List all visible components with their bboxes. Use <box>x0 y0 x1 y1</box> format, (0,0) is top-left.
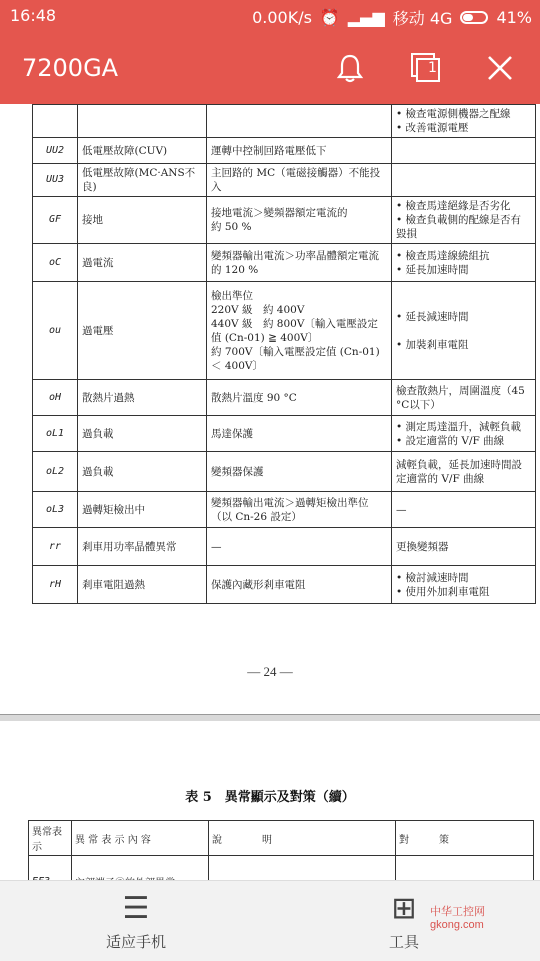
name-cell: 過轉矩檢出中 <box>78 492 207 528</box>
name-cell: 低電壓故障(CUV) <box>78 138 207 164</box>
desc-cell: 馬達保護 <box>207 416 392 452</box>
table-row <box>33 197 536 244</box>
desc-cell: 接地電流＞變頻器額定電流的 約 50 % <box>207 197 392 244</box>
name-cell: 剎車用功率晶體異常 <box>78 528 207 566</box>
tabs-icon <box>409 51 443 85</box>
action-cell: • 檢查馬達線繞組抗 • 延長加速時間 <box>392 244 536 282</box>
code-cell <box>33 105 78 138</box>
action-cell: • 檢查電源側機器之配線 • 改善電源電壓 <box>392 105 536 138</box>
carrier-label: 移动 4G <box>392 9 453 28</box>
action-cell: 減輕負載，延長加速時間設定適當的 V/F 曲線 <box>392 452 536 492</box>
desc-cell: 主回路的 MC（電磁接觸器）不能投入 <box>207 164 392 197</box>
action-cell <box>392 138 536 164</box>
fit-phone-button[interactable] <box>76 893 196 952</box>
code-cell: oL1 <box>33 416 78 452</box>
table-row <box>33 528 536 566</box>
tab-count: 1 <box>428 60 437 76</box>
header-cell: 說 明 <box>209 821 396 856</box>
desc-cell: 變頻器輸出電流＞過轉矩檢出準位（以 Cn-26 設定） <box>207 492 392 528</box>
desc-cell: — <box>207 528 392 566</box>
name-cell: 過負載 <box>78 416 207 452</box>
code-cell: oC <box>33 244 78 282</box>
alarm-icon: ⏰ <box>319 8 340 27</box>
bell-icon[interactable] <box>330 48 370 88</box>
status-bar <box>0 0 540 32</box>
table-row <box>33 452 536 492</box>
action-cell: 檢查散熱片，周圍溫度（45 °C以下） <box>392 380 536 416</box>
action-cell <box>392 164 536 197</box>
desc-cell <box>207 105 392 138</box>
name-cell: 剎車電阻過熱 <box>78 566 207 604</box>
table-row <box>33 164 536 197</box>
table-row <box>33 380 536 416</box>
page-separator <box>0 714 540 721</box>
name-cell: 過電壓 <box>78 282 207 380</box>
code-cell: oH <box>33 380 78 416</box>
action-cell: — <box>392 492 536 528</box>
table-row <box>33 138 536 164</box>
status-time: 16:48 <box>10 6 57 25</box>
header-cell: 對 策 <box>396 821 534 856</box>
app-bar <box>0 32 540 104</box>
table-row <box>33 105 536 138</box>
battery-percent: 41% <box>496 8 532 27</box>
code-cell: UU3 <box>33 164 78 197</box>
page-number: — 24 — <box>247 664 293 679</box>
name-cell <box>78 105 207 138</box>
desc-cell: 變頻器保護 <box>207 452 392 492</box>
action-cell: 更換變頻器 <box>392 528 536 566</box>
error-table <box>32 104 536 604</box>
tools-icon: ⊞ <box>391 891 417 926</box>
name-cell: 低電壓故障(MC·ANS不良) <box>78 164 207 197</box>
status-right <box>252 6 532 29</box>
desc-cell: 變頻器輸出電流＞功率晶體額定電流的 120 % <box>207 244 392 282</box>
table-row <box>33 566 536 604</box>
close-icon[interactable] <box>480 48 520 88</box>
desc-cell: 散熱片溫度 90 °C <box>207 380 392 416</box>
app-title: 7200GA <box>22 54 119 82</box>
bottom-bar <box>0 880 540 961</box>
table-row <box>33 416 536 452</box>
action-cell: • 檢討減速時間 • 使用外加剎車電阻 <box>392 566 536 604</box>
document-icon: ☰ <box>122 891 150 926</box>
table-row <box>33 244 536 282</box>
table-header-row <box>29 821 534 856</box>
document-viewer[interactable] <box>0 104 540 880</box>
code-cell: rr <box>33 528 78 566</box>
desc-cell: 運轉中控制回路電壓低下 <box>207 138 392 164</box>
tools-label: 工具 <box>388 933 419 951</box>
watermark-text: 中华工控网 gkong.com <box>430 906 485 931</box>
header-cell: 異 常 表 示 內 容 <box>72 821 209 856</box>
action-cell: • 延長減速時間 • 加裝剎車電阻 <box>392 282 536 380</box>
desc-cell: 保護內藏形剎車電阻 <box>207 566 392 604</box>
code-cell: oL3 <box>33 492 78 528</box>
fit-phone-label: 适应手机 <box>105 933 166 951</box>
code-cell: GF <box>33 197 78 244</box>
table-title: 表 5 異常顯示及對策（續） <box>185 790 355 805</box>
table-row <box>33 492 536 528</box>
name-cell: 接地 <box>78 197 207 244</box>
name-cell: 過負載 <box>78 452 207 492</box>
desc-cell: 檢出準位 220V 級 約 400V 440V 級 約 800V〔輸入電壓設定值 (Cn-01) ≧ 400V〕 約 700V〔輸入電壓設定值 (Cn-01) ＜ 400V〕 <box>207 282 392 380</box>
name-cell: 過電流 <box>78 244 207 282</box>
code-cell: ou <box>33 282 78 380</box>
battery-icon <box>460 11 488 24</box>
network-speed: 0.00K/s <box>252 8 312 27</box>
signal-icon: ▂▄▆ <box>347 8 385 27</box>
code-cell: UU2 <box>33 138 78 164</box>
code-cell: rH <box>33 566 78 604</box>
action-cell: • 檢查馬達絕緣是否劣化 • 檢查負載側的配線是否有毀損 <box>392 197 536 244</box>
tabs-button[interactable] <box>406 48 446 88</box>
code-cell: oL2 <box>33 452 78 492</box>
name-cell: 散熱片過熱 <box>78 380 207 416</box>
action-cell: • 測定馬達溫升，減輕負載 • 設定適當的 V/F 曲線 <box>392 416 536 452</box>
header-cell: 異常表示 <box>29 821 72 856</box>
table-row <box>33 282 536 380</box>
